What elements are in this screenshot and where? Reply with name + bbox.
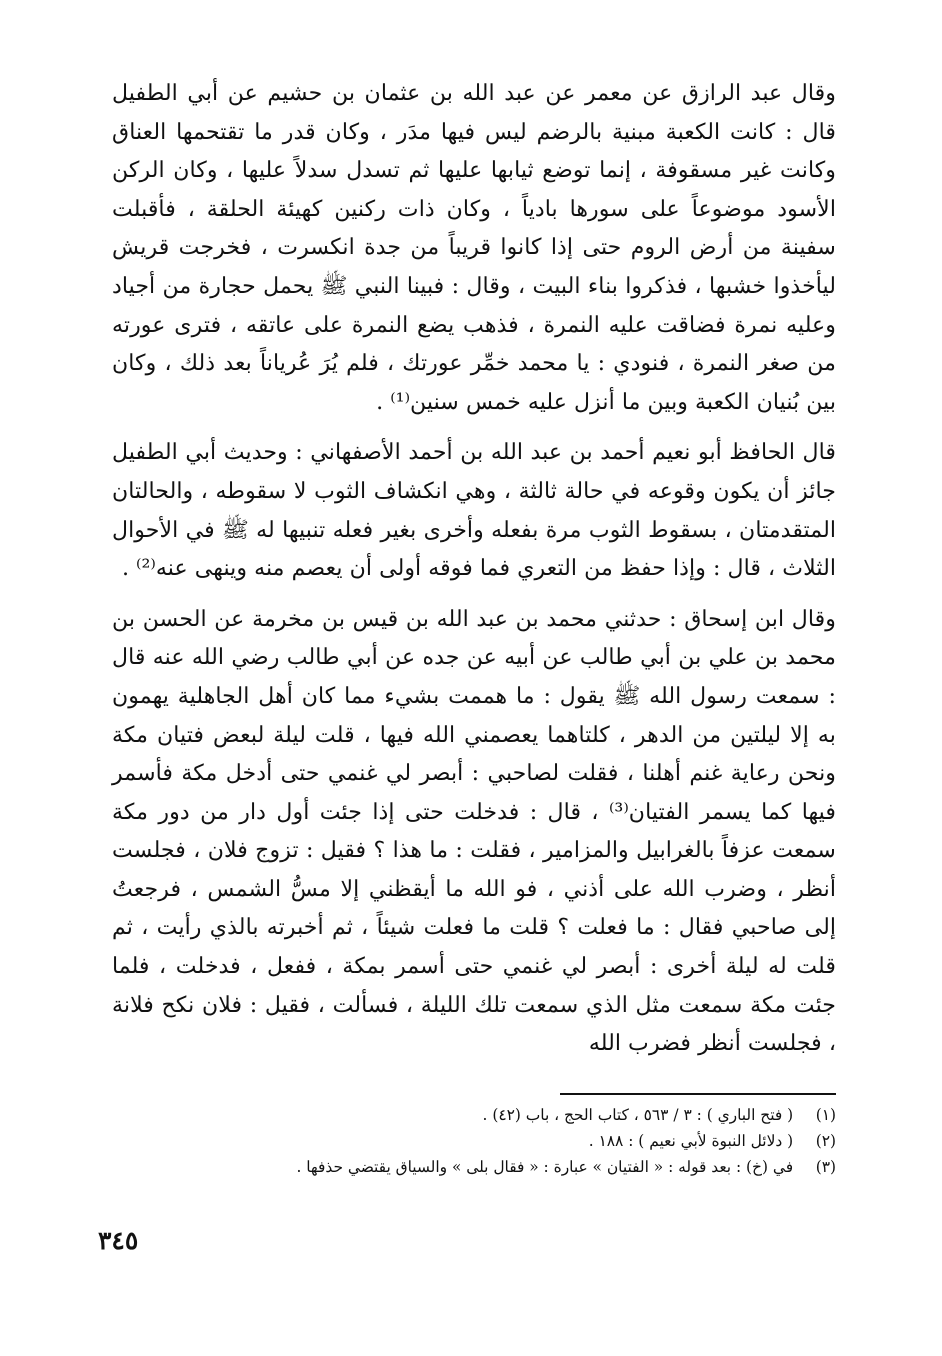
main-text xyxy=(112,74,836,1063)
footnote-number: (٣) xyxy=(815,1158,836,1176)
footnote-number: (١) xyxy=(815,1106,836,1124)
paragraph-1: وقال عبد الرازق عن معمر عن عبد الله بن عثمان بن حشيم عن أبي الطفيل قال : كانت الكعبة مبنية بالرضم ليس فيها مدَر ، وكان قدر ما تقتحمها العناق وكانت غير مسقوفة ، إنما توضع ثيابها عليها ثم تسدل سدلاً عليها ، وكان الركن الأسود موضوعاً على سورها بادياً ، وكان ذات ركنين كهيئة الحلقة ، فأقبلت سفينة من أرض الروم حتى إذا كانوا قريباً من جدة انكسرت ، فخرجت قريش ليأخذوا خشبها ، فذكروا بناء البيت ، وقال : فبينا النبي ﷺ يحمل حجارة من أجياد وعليه نمرة فضاقت عليه النمرة ، فذهب يضع النمرة على عاتقه ، فترى عورته من صغر النمرة ، فنودي : يا محمد خمِّر عورتك ، فلم يُرَ عُرياناً بعد ذلك ، وكان بين بُنيان الكعبة وبين ما أنزل عليه خمس سنين⁽¹⁾ . xyxy=(112,80,836,415)
footnote-text: في (خ) : بعد قوله : « الفتيان » عبارة : « فقال بلى » والسياق يقتضي حذفها . xyxy=(296,1158,794,1176)
footnote-divider xyxy=(560,1093,836,1095)
footnote-text: ( فتح الباري ) : ٣ / ٥٦٣ ، كتاب الحج ، باب (٤٢) . xyxy=(482,1106,794,1124)
footnotes xyxy=(136,1102,836,1180)
footnote-text: ( دلائل النبوة لأبي نعيم ) : ١٨٨ . xyxy=(588,1132,794,1150)
page-number: ٣٤٥ xyxy=(98,1226,139,1255)
footnote-number: (٢) xyxy=(815,1132,836,1150)
footnote-2 xyxy=(136,1128,836,1154)
footnote-1 xyxy=(136,1102,836,1128)
paragraph-3: وقال ابن إسحاق : حدثني محمد بن عبد الله بن قيس بن مخرمة عن الحسن بن محمد بن علي بن أبي طالب عن أبيه عن جده عن أبي طالب رضي الله عنه قال : سمعت رسول الله ﷺ يقول : ما هممت بشيء مما كان أهل الجاهلية يهمون به إلا ليلتين من الدهر ، كلتاهما يعصمني الله فيها ، قلت ليلة لبعض فتيان مكة ونحن رعاية غنم أهلنا ، فقلت لصاحبي : أبصر لي غنمي حتى أدخل مكة فأسمر فيها كما يسمر الفتيان⁽³⁾ ، قال : فدخلت حتى إذا جئت أول دار من دور مكة سمعت عزفاً بالغرابيل والمزامير ، فقلت : ما هذا ؟ فقيل : تزوج فلان ، فجلست أنظر ، وضرب الله على أذني ، فو الله ما أيقظني إلا مسُّ الشمس ، فرجعتُ إلى صاحبي فقال : ما فعلت ؟ قلت ما فعلت شيئاً ، ثم أخبرته بالذي رأيت ، ثم قلت له ليلة أخرى : أبصر لي غنمي حتى أسمر بمكة ، ففعل ، فدخلت ، فلما جئت مكة سمعت مثل الذي سمعت تلك الليلة ، فسألت ، فقيل : فلان نكح فلانة ، فجلست أنظر فضرب الله xyxy=(112,605,836,1057)
paragraph-2: قال الحافظ أبو نعيم أحمد بن عبد الله بن أحمد الأصفهاني : وحديث أبي الطفيل جائز أن يكون وقوعه في حالة ثالثة ، وهي انكشاف الثوب لا سقوطه ، والحالتان المتقدمتان ، بسقوط الثوب مرة بفعله وأخرى بغير فعله تنبيها له ﷺ في الأحوال الثلاث ، قال : وإذا حفظ من التعري فما فوقه أولى أن يعصم منه وينهى عنه⁽²⁾ . xyxy=(112,439,836,582)
footnote-3 xyxy=(136,1154,836,1180)
